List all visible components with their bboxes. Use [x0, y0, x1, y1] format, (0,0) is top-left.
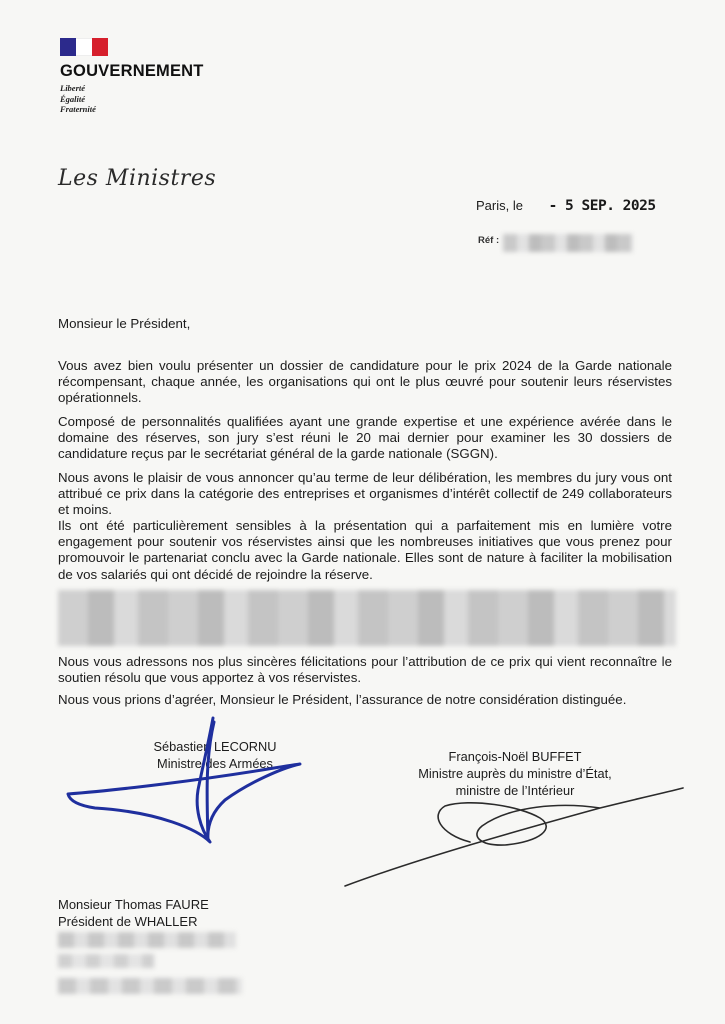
paragraph: Nous avons le plaisir de vous annoncer qu’au terme de leur délibération, les membres du jury vous ont attribué ce prix dans la catégorie des entreprises et organismes d’intérêt collectif de 249 collaborateurs et moins.	[58, 470, 672, 518]
motto-line: Fraternité	[60, 104, 96, 114]
dateline-date-stamp: - 5 SEP. 2025	[548, 198, 656, 214]
signatory-title: Ministre des Armées	[157, 756, 273, 771]
signatory-title: Ministre auprès du ministre d’État,	[418, 766, 612, 781]
redacted-address-line	[58, 978, 242, 994]
government-label: GOUVERNEMENT	[60, 62, 204, 80]
recipient-title: Président de WHALLER	[58, 914, 198, 929]
paragraph: Ils ont été particulièrement sensibles à la présentation qui a parfaitement mis en lumière votre engagement pour soutenir vos réservistes ainsi que les nombreuses initiatives que vous prenez pour promouvoir le partenariat conclu avec la Garde nationale. Elles sont de nature à faciliter la mobilisation de vos salariés qui ont décidé de rejoindre la réserve.	[58, 518, 672, 582]
redacted-address-line	[58, 954, 154, 968]
salutation: Monsieur le Président,	[58, 316, 191, 331]
signature-lecornu	[68, 718, 300, 842]
motto-line: Égalité	[60, 93, 86, 104]
signatory-title: ministre de l’Intérieur	[455, 783, 575, 798]
redacted-address-line	[58, 932, 236, 948]
dateline-place: Paris, le	[476, 198, 523, 213]
ministers-heading: Les Ministres	[58, 166, 217, 191]
motto-line: Liberté	[60, 83, 86, 93]
reference-label: Réf :	[478, 235, 500, 246]
paragraph: Composé de personnalités qualifiées ayant une grande expertise et une expérience avérée dans le domaine des réserves, son jury s’est réuni le 20 mai dernier pour examiner les 30 dossiers de candidature reçus par le secrétariat général de la garde nationale (SGGN).	[58, 414, 672, 462]
signatory-name: François-Noël BUFFET	[448, 749, 582, 764]
recipient-name: Monsieur Thomas FAURE	[58, 897, 209, 912]
paragraph: Nous vous adressons nos plus sincères félicitations pour l’attribution de ce prix qui vient reconnaître le soutien résolu que vous apportez à vos réservistes.	[58, 654, 672, 686]
recipient-address	[58, 896, 209, 930]
signatory-name: Sébastien LECORNU	[153, 739, 277, 754]
paragraph: Vous avez bien voulu présenter un dossier de candidature pour le prix 2024 de la Garde nationale récompensant, chaque année, les organisations qui ont le plus œuvré pour soutenir leurs réservistes opérationnels.	[58, 358, 672, 406]
paragraph: Nous vous prions d’agréer, Monsieur le Président, l’assurance de notre considération distinguée.	[58, 692, 627, 707]
signature-buffet	[345, 788, 683, 886]
